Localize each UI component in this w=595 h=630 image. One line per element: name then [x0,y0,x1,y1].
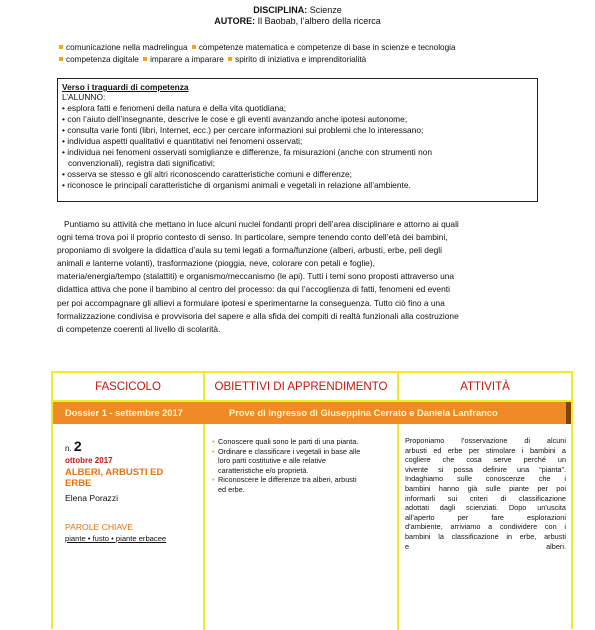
competences-row-1 [57,42,456,53]
dossier-label: Dossier 1 - settembre 2017 [65,408,183,418]
bullet-icon: • [212,437,215,446]
activity-line: all’aperto per fare esplorazioni [405,512,566,522]
square-bullet-icon [59,57,63,61]
competence-item: comunicazione nella madrelingua [66,43,188,52]
activity-line: e alberi. [405,541,566,551]
discipline-label: DISCIPLINA: [253,5,308,15]
target-item: • riconosce le principali caratteristiche di organismi animali e vegetali in relazione all’ambiente. [62,180,411,191]
activity-line: arbusti ed erbe per stimolare i bambini a [405,445,566,455]
column-header-obiettivi: OBIETTIVI DI APPRENDIMENTO [214,381,388,393]
activity-line: Proponiamo l’osservazione di alcuni [405,436,566,445]
target-item-continuation: convenzionali), registra dati significativi; [68,158,216,169]
keywords-list: piante • fusto • piante erbacee [65,534,167,543]
column-divider [397,424,399,630]
targets-title: Verso i traguardi di competenza [62,82,189,92]
activity-line: cogliere che cosa serve perché un [405,455,566,465]
square-bullet-icon [59,45,63,49]
author-label: AUTORE: [214,16,256,26]
square-bullet-icon [228,57,232,61]
dossier-title: Prove di ingresso di Giuseppina Cerrato e Daniela Lanfranco [229,408,498,418]
paragraph-line: ogni tema trova poi il proprio contesto di senso. In particolare, sempre tenendo conto dell’età dei bambini, [57,232,448,243]
target-item: • individua nei fenomeni osservati somiglianze e differenze, fa misurazioni (anche con strumenti non [62,147,433,158]
dossier-row-edge [566,402,571,424]
objective-item: • Ordinare e classificare i vegetali in base alle loro parti costitutive e alle relative caratteristiche e/o proprietà. [212,446,361,475]
target-item: • esplora fatti e fenomeni della natura e della vita quotidiana; [62,103,287,114]
activity-line: bambini hanno già sulle piante per poi [405,483,566,493]
column-header-attivita: ATTIVITÀ [460,381,510,393]
square-bullet-icon [192,45,196,49]
square-bullet-icon [143,57,147,61]
activity-line: adottati dagli scienziati. Dopo un’uscita [405,503,566,513]
issue-number [65,438,82,454]
issue-title: ALBERI, ARBUSTI ED ERBE [65,467,164,489]
column-divider [203,424,205,630]
issue-number-label: n. [65,444,72,453]
competence-item: imparare a imparare [150,55,224,64]
competence-item: competenza digitale [66,55,139,64]
activity-description [405,436,566,551]
paragraph-line: Puntiamo su attività che mettano in luce alcuni nuclei fondanti propri dell’area disciplinare e attorno ai quali [64,219,459,229]
objective-item: • Riconoscere le differenze tra alberi, arbusti ed erbe. [212,475,357,494]
targets-subtitle: L’ALUNNO: [62,92,106,103]
objective-item: • Conoscere quali sono le parti di una pianta. [212,437,359,446]
competence-item: competenze matematica e competenze di base in scienze e tecnologia [198,43,456,52]
competences-row-2 [57,54,366,65]
objectives-list [212,437,362,495]
target-item: • consulta varie fonti (libri, Internet, ecc.) per cercare informazioni sui problemi che lo interessano; [62,125,424,136]
paragraph-line: animali e lanterne volanti), trasformazione (pioggia, neve, colorare con petali e foglie), [57,258,375,269]
discipline-value: Scienze [309,5,342,15]
paragraph-line: formalizzazione condivisa e provvisoria del sapere e alla sfida dei compiti di realtà funzionali alla costruzione [57,310,459,321]
paragraph-line: materia/energia/tempo (stalattiti) e organismo/meccanismo (le api). Tutti i temi sono proposti attraverso una [57,271,455,282]
target-item: • individua aspetti qualitativi e quantitativi nei fenomeni osservati; [62,136,303,147]
issue-author: Elena Porazzi [65,493,119,503]
paragraph-line: per poi accompagnare gli allievi a formulare ipotesi e sperimentarne la conseguenza. Tutto ciò fino a una [57,297,445,308]
bullet-icon: • [212,446,215,456]
paragraph-line: didattica attiva che pone il bambino al centro del processo: da qui l’accoglienza di fatti, fenomeni ed eventi [57,284,450,295]
author-line [0,16,595,27]
paragraph-line: proponiamo di svolgere la didattica d’aula su temi legati a forma/funzione (alberi, arbusti, erbe, peli degli [57,245,443,256]
issue-number-value: 2 [73,438,82,454]
activity-line: Indaghiamo sulle conoscenze che i [405,474,566,484]
intro-paragraph [57,218,539,336]
target-item: • con l’aiuto dell’insegnante, descrive le cose e gli eventi avanzando anche ipotesi autonome; [62,114,408,125]
discipline-line [0,5,595,16]
target-item: • osserva se stesso e gli altri riconoscendo caratteristiche comuni e differenze; [62,169,352,180]
paragraph-line: di competenze coerenti al livello di scolarità. [57,323,221,334]
issue-date: ottobre 2017 [65,456,113,465]
activity-line: d’ambiente, arriviamo a condividere con i [405,522,566,532]
keywords-label: PAROLE CHIAVE [65,522,133,532]
targets-box [57,78,538,202]
competence-item: spirito di iniziativa e imprenditorialità [235,55,367,64]
author-value: Il Baobab, l’albero della ricerca [257,16,381,26]
activity-line: vivente si possa definire una “pianta”. [405,464,566,474]
column-header-fascicolo: FASCICOLO [95,381,161,393]
activity-line: bambini la classificazione in erbe, arbusti [405,531,566,541]
activity-line: informarli sui criteri di classificazione [405,493,566,503]
bullet-icon: • [212,475,215,485]
